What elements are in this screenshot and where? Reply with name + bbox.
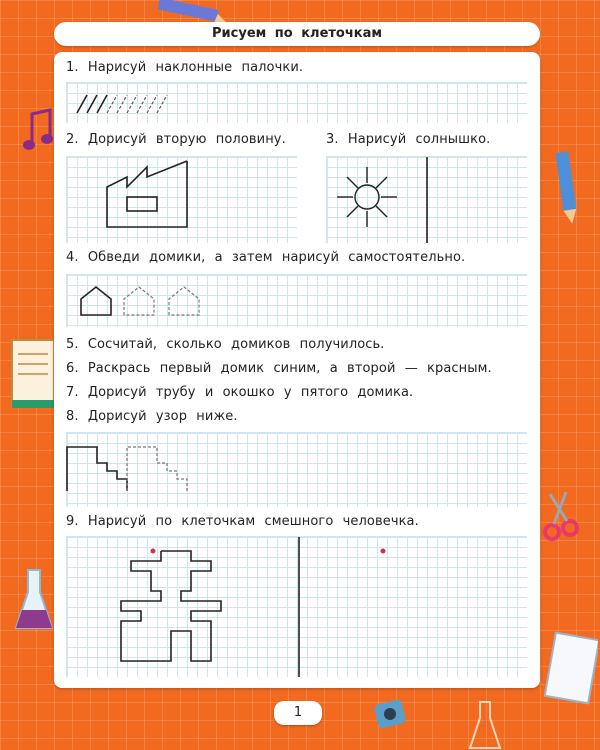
page-number: 1 xyxy=(274,701,322,725)
task-2-grid[interactable] xyxy=(66,156,297,243)
half-building-drawing xyxy=(67,157,297,243)
task-7-text: 7. Дорисуй трубу и окошко у пятого домика. xyxy=(66,385,414,400)
task-6-text: 6. Раскрась первый домик синим, а второй — красным. xyxy=(66,361,492,376)
task-5-text: 5. Сосчитай, сколько домиков получилось. xyxy=(66,337,385,352)
sharpener-icon xyxy=(370,694,410,734)
pencil-icon xyxy=(552,146,582,226)
notebook-icon xyxy=(544,630,598,706)
flask-icon xyxy=(14,566,54,636)
book-icon xyxy=(8,334,56,412)
task-9-text: 9. Нарисуй по клеточкам смешного человечка. xyxy=(66,514,419,529)
task-8-grid[interactable] xyxy=(66,432,527,507)
task-3-text: 3. Нарисуй солнышко. xyxy=(326,132,491,147)
start-dot xyxy=(381,549,386,554)
task-1-text: 1. Нарисуй наклонные палочки. xyxy=(66,60,304,75)
task-8-text: 8. Дорисуй узор ниже. xyxy=(66,409,238,424)
pencil-icon xyxy=(150,0,230,24)
task-4-grid[interactable] xyxy=(66,274,527,327)
task-9-grid[interactable] xyxy=(66,536,527,677)
music-note-icon xyxy=(22,108,56,156)
task-3-grid[interactable] xyxy=(326,156,527,243)
funny-man-drawing xyxy=(67,537,527,677)
task-4-text: 4. Обведи домики, а затем нарисуй самостоятельно. xyxy=(66,250,466,265)
start-dot xyxy=(151,549,156,554)
scissors-icon xyxy=(540,488,580,548)
sun-drawing xyxy=(327,157,527,243)
houses-drawing xyxy=(67,275,527,327)
page-title: Рисуем по клеточкам xyxy=(54,22,540,46)
slanted-sticks-drawing xyxy=(67,83,527,123)
task-2-text: 2. Дорисуй вторую половину. xyxy=(66,132,286,147)
flask-icon xyxy=(468,700,502,750)
stair-pattern-drawing xyxy=(67,433,527,507)
task-1-grid[interactable] xyxy=(66,82,527,123)
